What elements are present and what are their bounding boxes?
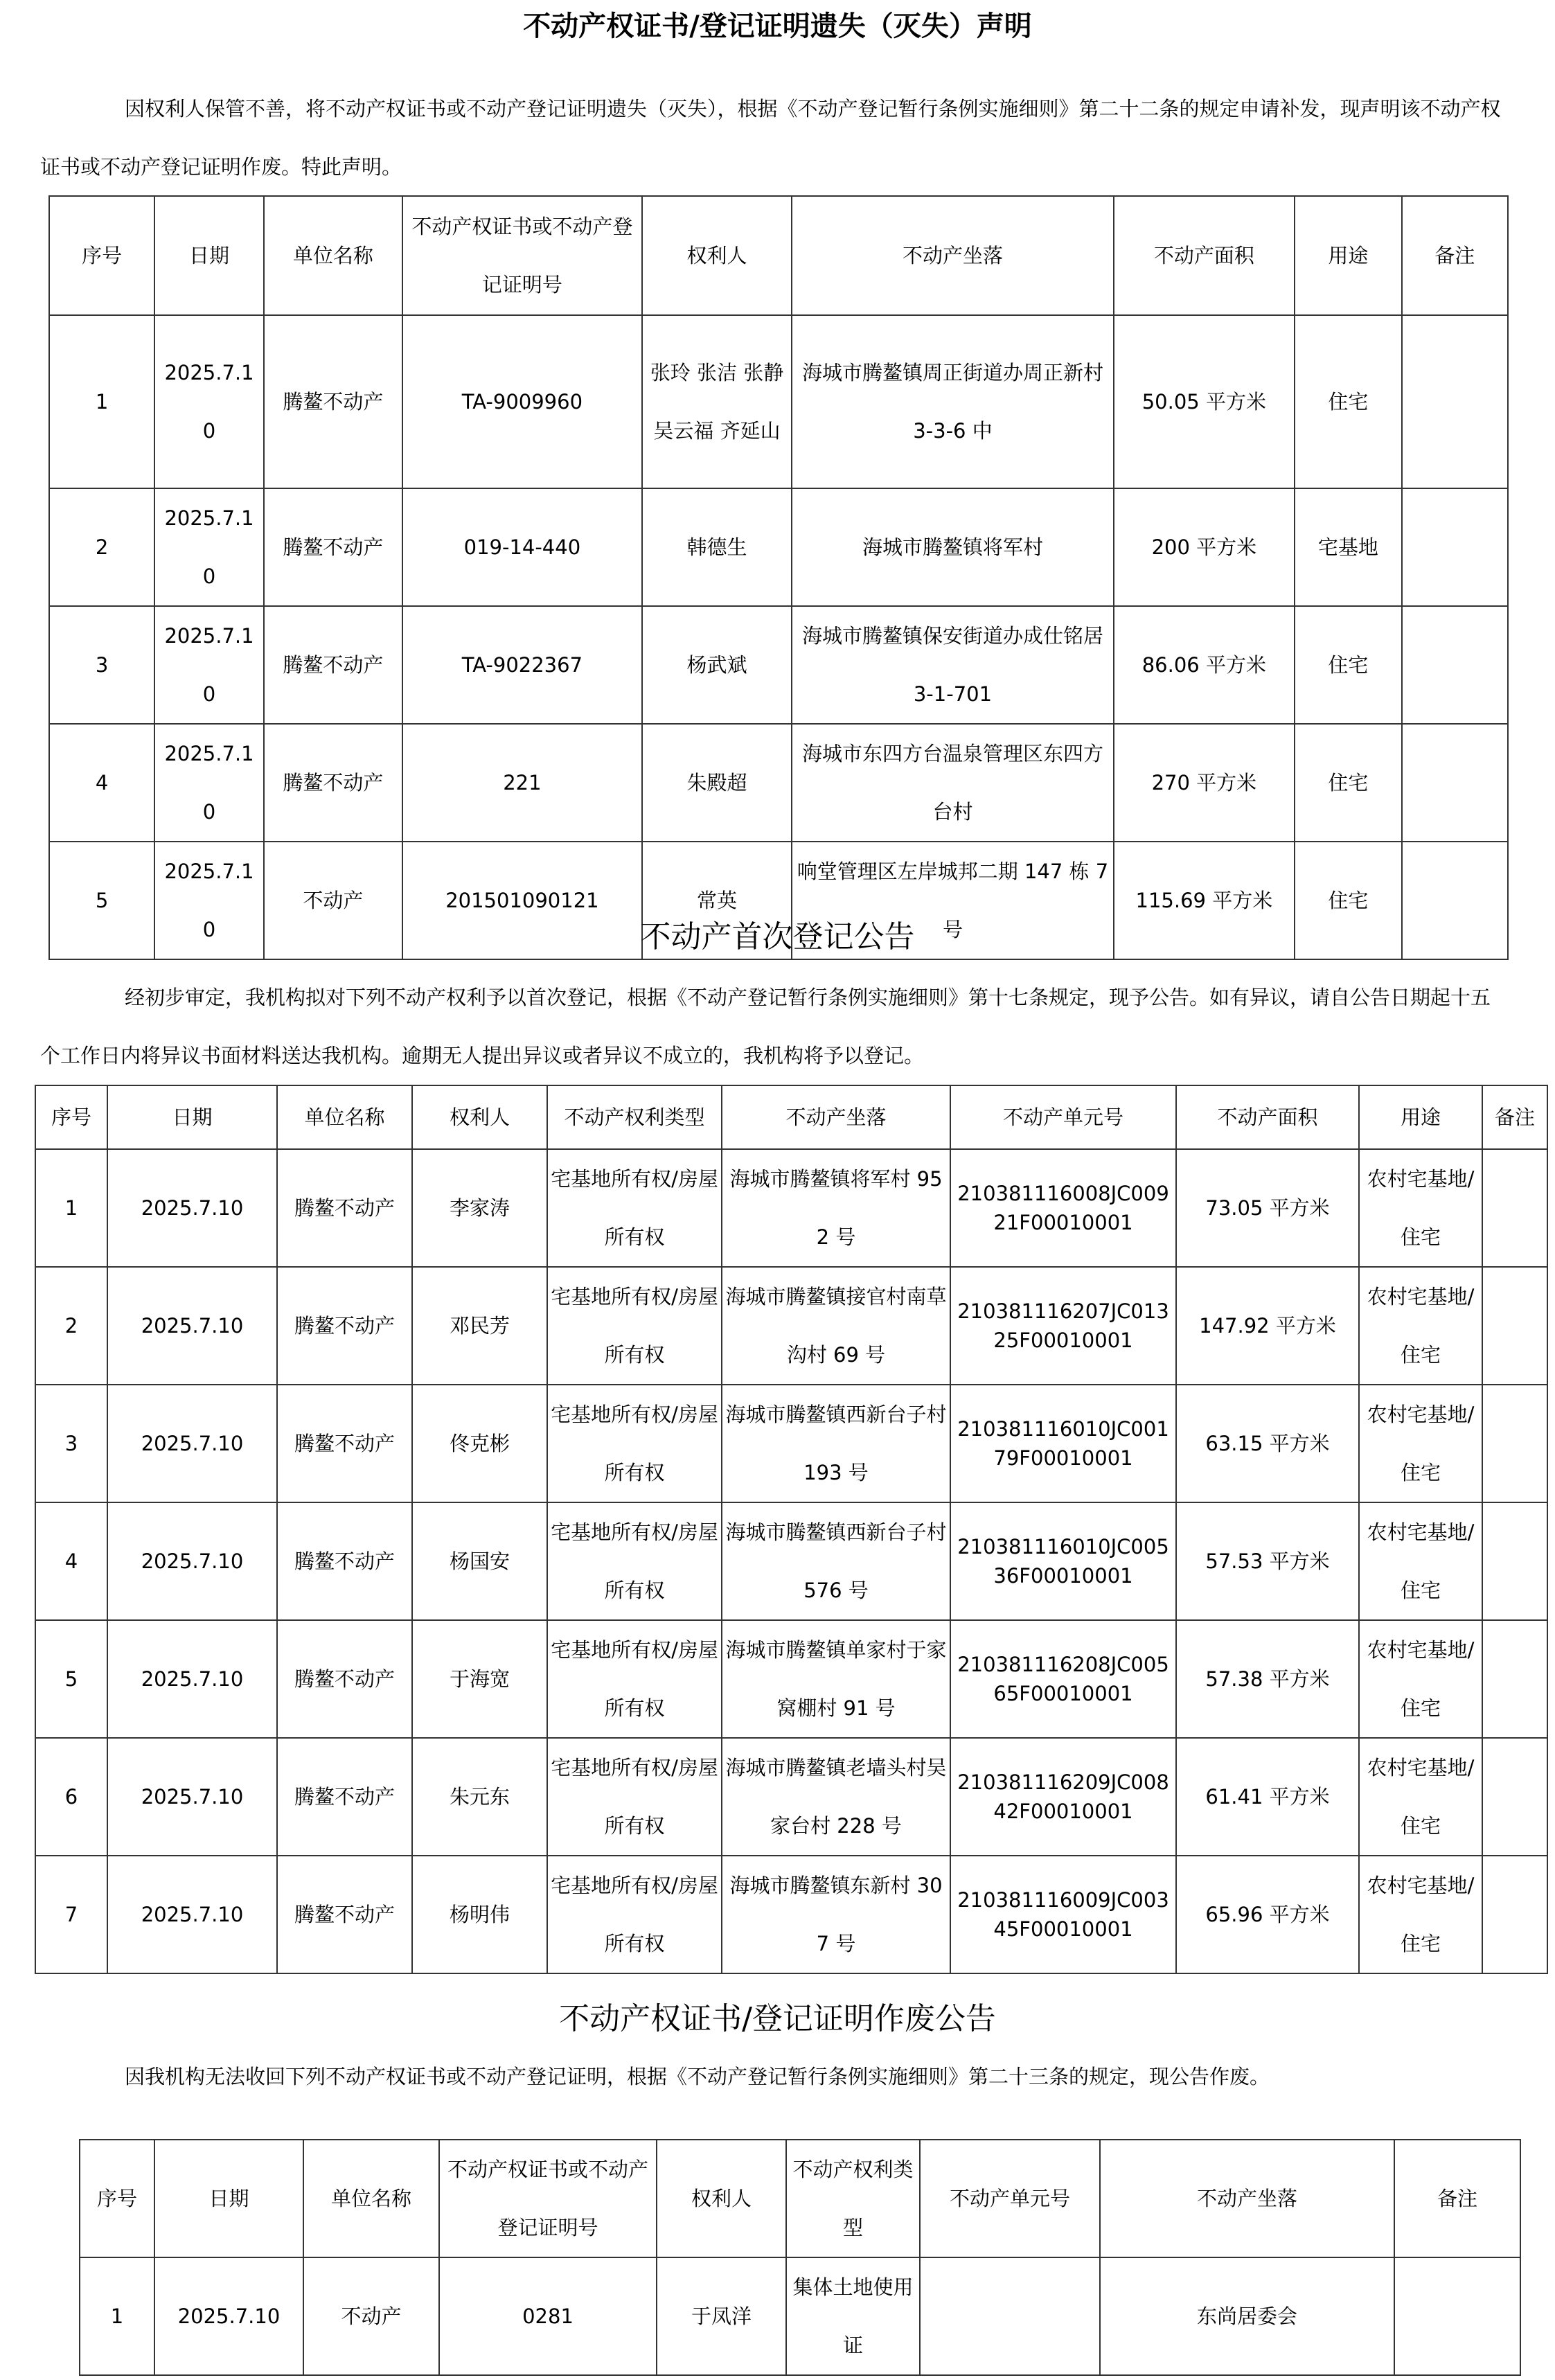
cell: 宅基地所有权/房屋所有权 <box>547 1385 722 1502</box>
col-header: 不动产面积 <box>1114 196 1295 315</box>
cell <box>1402 606 1508 724</box>
cell: 宅基地所有权/房屋所有权 <box>547 1267 722 1385</box>
cell: 于海宽 <box>412 1620 547 1738</box>
cell: 1 <box>80 2257 154 2375</box>
cell: 腾鳌不动产 <box>277 1385 412 1502</box>
cell: 海城市腾鳌镇东新村 307 号 <box>722 1856 950 1973</box>
cell: 于凤洋 <box>657 2257 786 2375</box>
cell: 住宅 <box>1295 724 1401 842</box>
cell: 210381116009JC00345F00010001 <box>950 1856 1176 1973</box>
cell: 63.15 平方米 <box>1176 1385 1359 1502</box>
col-header: 不动产坐落 <box>1100 2140 1394 2257</box>
cell: 宅基地 <box>1295 488 1401 606</box>
col-header: 权利人 <box>412 1085 547 1149</box>
table-row <box>49 724 1508 842</box>
cell: 3 <box>35 1385 107 1502</box>
cell <box>1482 1502 1547 1620</box>
cell: 61.41 平方米 <box>1176 1738 1359 1856</box>
cell: 腾鳌不动产 <box>277 1502 412 1620</box>
cell: 2 <box>49 488 154 606</box>
cell: 57.53 平方米 <box>1176 1502 1359 1620</box>
table-row <box>35 1267 1547 1385</box>
cell <box>920 2257 1100 2375</box>
cell: 腾鳌不动产 <box>264 724 402 842</box>
col-header: 单位名称 <box>277 1085 412 1149</box>
cell: 2 <box>35 1267 107 1385</box>
cell: 住宅 <box>1295 606 1401 724</box>
cell: 147.92 平方米 <box>1176 1267 1359 1385</box>
cell: 宅基地所有权/房屋所有权 <box>547 1856 722 1973</box>
cell: TA-9009960 <box>402 315 642 488</box>
cell: 3 <box>49 606 154 724</box>
cell: 宅基地所有权/房屋所有权 <box>547 1738 722 1856</box>
cell: 210381116008JC00921F00010001 <box>950 1149 1176 1267</box>
cell: 海城市腾鳌镇单家村于家窝棚村 91 号 <box>722 1620 950 1738</box>
cell: 腾鳌不动产 <box>264 606 402 724</box>
cell: 朱殿超 <box>642 724 792 842</box>
cell: 住宅 <box>1295 842 1401 959</box>
cell: 腾鳌不动产 <box>264 315 402 488</box>
cell: 1 <box>49 315 154 488</box>
col-header: 不动产坐落 <box>792 196 1113 315</box>
cell: 张玲 张洁 张静 吴云福 齐延山 <box>642 315 792 488</box>
cell: 农村宅基地/住宅 <box>1359 1149 1482 1267</box>
cell: 210381116208JC00565F00010001 <box>950 1620 1176 1738</box>
cell: 不动产 <box>264 842 402 959</box>
cell: 210381116010JC00179F00010001 <box>950 1385 1176 1502</box>
cell: 海城市腾鳌镇将军村 <box>792 488 1113 606</box>
table-row <box>49 488 1508 606</box>
cell: 海城市腾鳌镇西新台子村 193 号 <box>722 1385 950 1502</box>
cell: 2025.7.10 <box>154 724 263 842</box>
table-row <box>35 1149 1547 1267</box>
col-header: 日期 <box>154 2140 303 2257</box>
cell: 65.96 平方米 <box>1176 1856 1359 1973</box>
cell: 5 <box>35 1620 107 1738</box>
cell: 海城市腾鳌镇周正街道办周正新村 3-3-6 中 <box>792 315 1113 488</box>
cell: 杨国安 <box>412 1502 547 1620</box>
cell <box>1482 1149 1547 1267</box>
cell: 73.05 平方米 <box>1176 1149 1359 1267</box>
cell: 腾鳌不动产 <box>277 1856 412 1973</box>
cell: 韩德生 <box>642 488 792 606</box>
cell: TA-9022367 <box>402 606 642 724</box>
col-header: 不动产权利类型 <box>547 1085 722 1149</box>
cell: 4 <box>49 724 154 842</box>
cell: 邓民芳 <box>412 1267 547 1385</box>
cell: 海城市腾鳌镇老墙头村吴家台村 228 号 <box>722 1738 950 1856</box>
cell: 86.06 平方米 <box>1114 606 1295 724</box>
table-row <box>35 1856 1547 1973</box>
first-registration-table <box>35 1085 1548 1974</box>
col-header: 不动产权证书或不动产登记证明号 <box>402 196 642 315</box>
cell: 2025.7.10 <box>107 1385 277 1502</box>
cell: 5 <box>49 842 154 959</box>
col-header: 用途 <box>1295 196 1401 315</box>
first-registration-intro: 经初步审定，我机构拟对下列不动产权利予以首次登记，根据《不动产登记暂行条例实施细则》第十七条规定，现予公告。如有异议，请自公告日期起十五个工作日内将异议书面材料送达我机构。逾期无人提出异议或者异议不成立的，我机构将予以登记。 <box>40 986 1491 1067</box>
table-row <box>49 606 1508 724</box>
cell: 佟克彬 <box>412 1385 547 1502</box>
col-header: 单位名称 <box>264 196 402 315</box>
cell <box>1394 2257 1520 2375</box>
col-header: 不动产单元号 <box>950 1085 1176 1149</box>
cell: 杨武斌 <box>642 606 792 724</box>
cell: 210381116209JC00842F00010001 <box>950 1738 1176 1856</box>
cell: 2025.7.10 <box>107 1738 277 1856</box>
cell: 2025.7.10 <box>107 1620 277 1738</box>
table-row <box>35 1738 1547 1856</box>
cell: 腾鳌不动产 <box>277 1620 412 1738</box>
cell <box>1402 315 1508 488</box>
cell: 210381116207JC01325F00010001 <box>950 1267 1176 1385</box>
cell: 李家涛 <box>412 1149 547 1267</box>
cell: 2025.7.10 <box>154 315 263 488</box>
cell: 东尚居委会 <box>1100 2257 1394 2375</box>
cell: 2025.7.10 <box>154 2257 303 2375</box>
cell: 2025.7.10 <box>107 1502 277 1620</box>
col-header: 权利人 <box>657 2140 786 2257</box>
cell: 115.69 平方米 <box>1114 842 1295 959</box>
cell: 宅基地所有权/房屋所有权 <box>547 1149 722 1267</box>
cancellation-table <box>79 2139 1521 2376</box>
cell: 农村宅基地/住宅 <box>1359 1620 1482 1738</box>
cancellation-title: 不动产权证书/登记证明作废公告 <box>559 2001 996 2036</box>
table-row <box>35 1502 1547 1620</box>
cell: 1 <box>35 1149 107 1267</box>
cell: 019-14-440 <box>402 488 642 606</box>
cell: 海城市腾鳌镇保安街道办成仕铭居 3-1-701 <box>792 606 1113 724</box>
col-header: 权利人 <box>642 196 792 315</box>
cell: 腾鳌不动产 <box>277 1267 412 1385</box>
cell: 2025.7.10 <box>154 606 263 724</box>
cell: 常英 <box>642 842 792 959</box>
cell <box>1482 1267 1547 1385</box>
cancellation-intro: 因我机构无法收回下列不动产权证书或不动产登记证明，根据《不动产登记暂行条例实施细则》第二十三条的规定，现公告作废。 <box>125 2065 1270 2088</box>
cell <box>1482 1620 1547 1738</box>
col-header: 备注 <box>1482 1085 1547 1149</box>
cell: 2025.7.10 <box>107 1267 277 1385</box>
cell: 57.38 平方米 <box>1176 1620 1359 1738</box>
cell: 腾鳌不动产 <box>277 1149 412 1267</box>
cell: 腾鳌不动产 <box>264 488 402 606</box>
table-row <box>49 315 1508 488</box>
col-header: 不动产权证书或不动产登记证明号 <box>439 2140 657 2257</box>
cell: 农村宅基地/住宅 <box>1359 1267 1482 1385</box>
cell: 221 <box>402 724 642 842</box>
cell: 住宅 <box>1295 315 1401 488</box>
cell: 农村宅基地/住宅 <box>1359 1385 1482 1502</box>
table-row <box>35 1620 1547 1738</box>
col-header: 不动产面积 <box>1176 1085 1359 1149</box>
cell: 2025.7.10 <box>154 842 263 959</box>
cell: 集体土地使用证 <box>786 2257 920 2375</box>
cell: 200 平方米 <box>1114 488 1295 606</box>
cell: 农村宅基地/住宅 <box>1359 1856 1482 1973</box>
col-header: 不动产单元号 <box>920 2140 1100 2257</box>
loss-statement-title: 不动产权证书/登记证明遗失（灭失）声明 <box>523 10 1032 42</box>
col-header: 序号 <box>49 196 154 315</box>
cell: 0281 <box>439 2257 657 2375</box>
col-header: 不动产坐落 <box>722 1085 950 1149</box>
cell: 2025.7.10 <box>107 1149 277 1267</box>
col-header: 不动产权利类型 <box>786 2140 920 2257</box>
loss-statement-table <box>48 195 1509 960</box>
first-registration-title: 不动产首次登记公告 <box>640 919 915 954</box>
cell: 210381116010JC00536F00010001 <box>950 1502 1176 1620</box>
cell <box>1482 1856 1547 1973</box>
cell <box>1402 488 1508 606</box>
cell: 201501090121 <box>402 842 642 959</box>
cell: 6 <box>35 1738 107 1856</box>
cell: 农村宅基地/住宅 <box>1359 1738 1482 1856</box>
cell <box>1482 1738 1547 1856</box>
cell <box>1482 1385 1547 1502</box>
col-header: 单位名称 <box>303 2140 439 2257</box>
col-header: 备注 <box>1394 2140 1520 2257</box>
cell: 腾鳌不动产 <box>277 1738 412 1856</box>
cell: 响堂管理区左岸城邦二期 147 栋 7 号 <box>792 842 1113 959</box>
cell <box>1402 724 1508 842</box>
cell: 杨明伟 <box>412 1856 547 1973</box>
loss-statement-intro: 因权利人保管不善，将不动产权证书或不动产登记证明遗失（灭失），根据《不动产登记暂行条例实施细则》第二十二条的规定申请补发，现声明该不动产权证书或不动产登记证明作废。特此声明。 <box>40 97 1501 179</box>
cell: 朱元东 <box>412 1738 547 1856</box>
cell: 不动产 <box>303 2257 439 2375</box>
table-row <box>35 1385 1547 1502</box>
cell: 4 <box>35 1502 107 1620</box>
col-header: 日期 <box>107 1085 277 1149</box>
cell: 海城市腾鳌镇将军村 952 号 <box>722 1149 950 1267</box>
col-header: 序号 <box>35 1085 107 1149</box>
cell: 海城市腾鳌镇西新台子村 576 号 <box>722 1502 950 1620</box>
cell: 50.05 平方米 <box>1114 315 1295 488</box>
col-header: 备注 <box>1402 196 1508 315</box>
cell: 农村宅基地/住宅 <box>1359 1502 1482 1620</box>
cell: 宅基地所有权/房屋所有权 <box>547 1502 722 1620</box>
table-row <box>80 2257 1520 2375</box>
col-header: 用途 <box>1359 1085 1482 1149</box>
col-header: 日期 <box>154 196 263 315</box>
cell: 宅基地所有权/房屋所有权 <box>547 1620 722 1738</box>
cell: 2025.7.10 <box>154 488 263 606</box>
col-header: 序号 <box>80 2140 154 2257</box>
cell: 2025.7.10 <box>107 1856 277 1973</box>
cell: 270 平方米 <box>1114 724 1295 842</box>
cell: 海城市东四方台温泉管理区东四方台村 <box>792 724 1113 842</box>
cell: 7 <box>35 1856 107 1973</box>
cell: 海城市腾鳌镇接官村南草沟村 69 号 <box>722 1267 950 1385</box>
